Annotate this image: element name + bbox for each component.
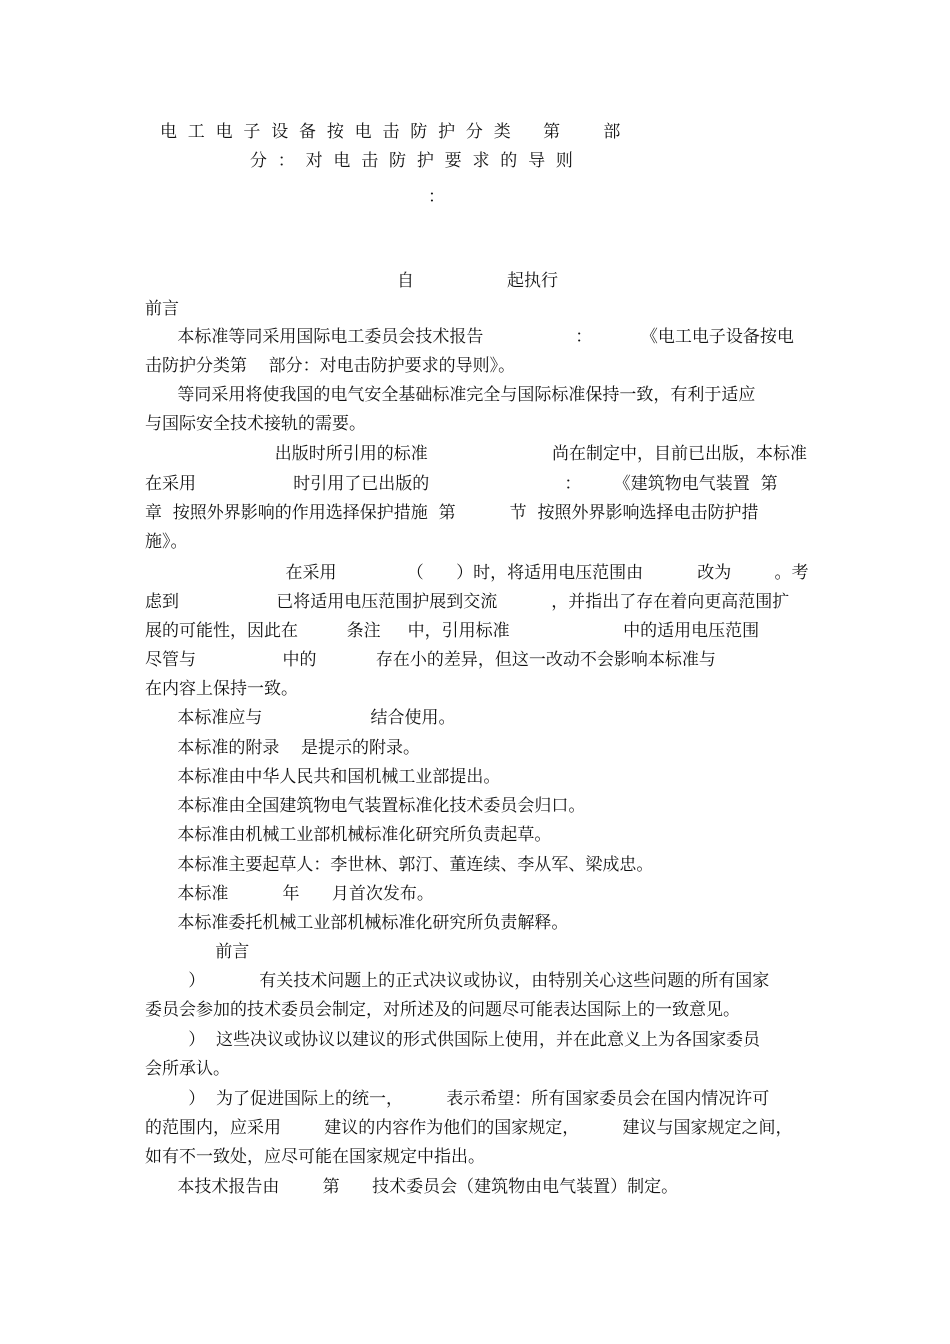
body-line: 在采用 （ ）时，将适用电压范围由 改为 。考 [145,563,809,583]
body-line: 委员会参加的技术委员会制定，对所述及的问题尽可能表达国际上的一致意见。 [145,1000,740,1020]
preface-heading: 前言 [145,299,179,319]
body-line: 出版时所引用的标准 尚在制定中，目前已出版，本标准 [145,444,807,464]
body-line: 等同采用将使我国的电气安全基础标准完全与国际标准保持一致，有利于适应 [145,385,756,405]
effective-date-prefix: 自 [397,271,414,291]
title-line-2: 分 ： 对 电 击 防 护 要 求 的 导 则 [250,151,573,171]
body-line: 本标准应与 结合使用。 [145,708,456,728]
body-line: ） 这些决议或协议以建议的形式供国际上使用，并在此意义上为各国家委员 [145,1030,761,1050]
body-line: ） 为了促进国际上的统一， 表示希望：所有国家委员会在国内情况许可 [145,1089,770,1109]
body-line: 本标准的附录 是提示的附录。 [145,738,421,758]
body-line: 在采用 时引用了已出版的 ： 《建筑物电气装置 第 [145,474,778,494]
body-line: 的范围内，应采用 建议的内容作为他们的国家规定， 建议与国家规定之间， [145,1118,793,1138]
body-line: 本标准主要起草人：李世林、郭汀、董连续、李从军、梁成忠。 [145,855,654,875]
body-line: 在内容上保持一致。 [145,679,298,699]
body-line: 如有不一致处，应尽可能在国家规定中指出。 [145,1147,485,1167]
body-line: 击防护分类第 部分：对电击防护要求的导则》。 [145,356,516,376]
body-line: 本标准等同采用国际电工委员会技术报告 ： 《电工电子设备按电 [145,327,794,347]
body-line: 前言 [145,942,250,962]
body-line: 展的可能性，因此在 条注 中，引用标准 中的适用电压范围 [145,621,760,641]
body-line: 会所承认。 [145,1059,230,1079]
body-line: 本技术报告由 第 技术委员会（建筑物由电气装置）制定。 [145,1177,679,1197]
body-line: 本标准由全国建筑物电气装置标准化技术委员会归口。 [145,796,586,816]
body-line: 尽管与 中的 存在小的差异，但这一改动不会影响本标准与 [145,650,716,670]
body-line: 本标准 年 月首次发布。 [145,884,434,904]
body-line: ） 有关技术问题上的正式决议或协议，由特别关心这些问题的所有国家 [145,971,770,991]
body-line: 与国际安全技术接轨的需要。 [145,414,366,434]
title-line-3: ： [428,187,445,207]
body-line: 虑到 已将适用电压范围护展到交流 ，并指出了存在着向更高范围扩 [145,592,790,612]
body-line: 本标准由中华人民共和国机械工业部提出。 [145,767,501,787]
body-line: 本标准由机械工业部机械标准化研究所负责起草。 [145,825,552,845]
body-line: 本标准委托机械工业部机械标准化研究所负责解释。 [145,913,569,933]
body-line: 章 按照外界影响的作用选择保护措施 第 节 按照外界影响选择电击防护措 [145,503,759,523]
title-line-1: 电 工 电 子 设 备 按 电 击 防 护 分 类 第 部 [160,122,621,142]
effective-date-suffix: 起执行 [507,271,558,291]
body-line: 施》。 [145,532,188,552]
